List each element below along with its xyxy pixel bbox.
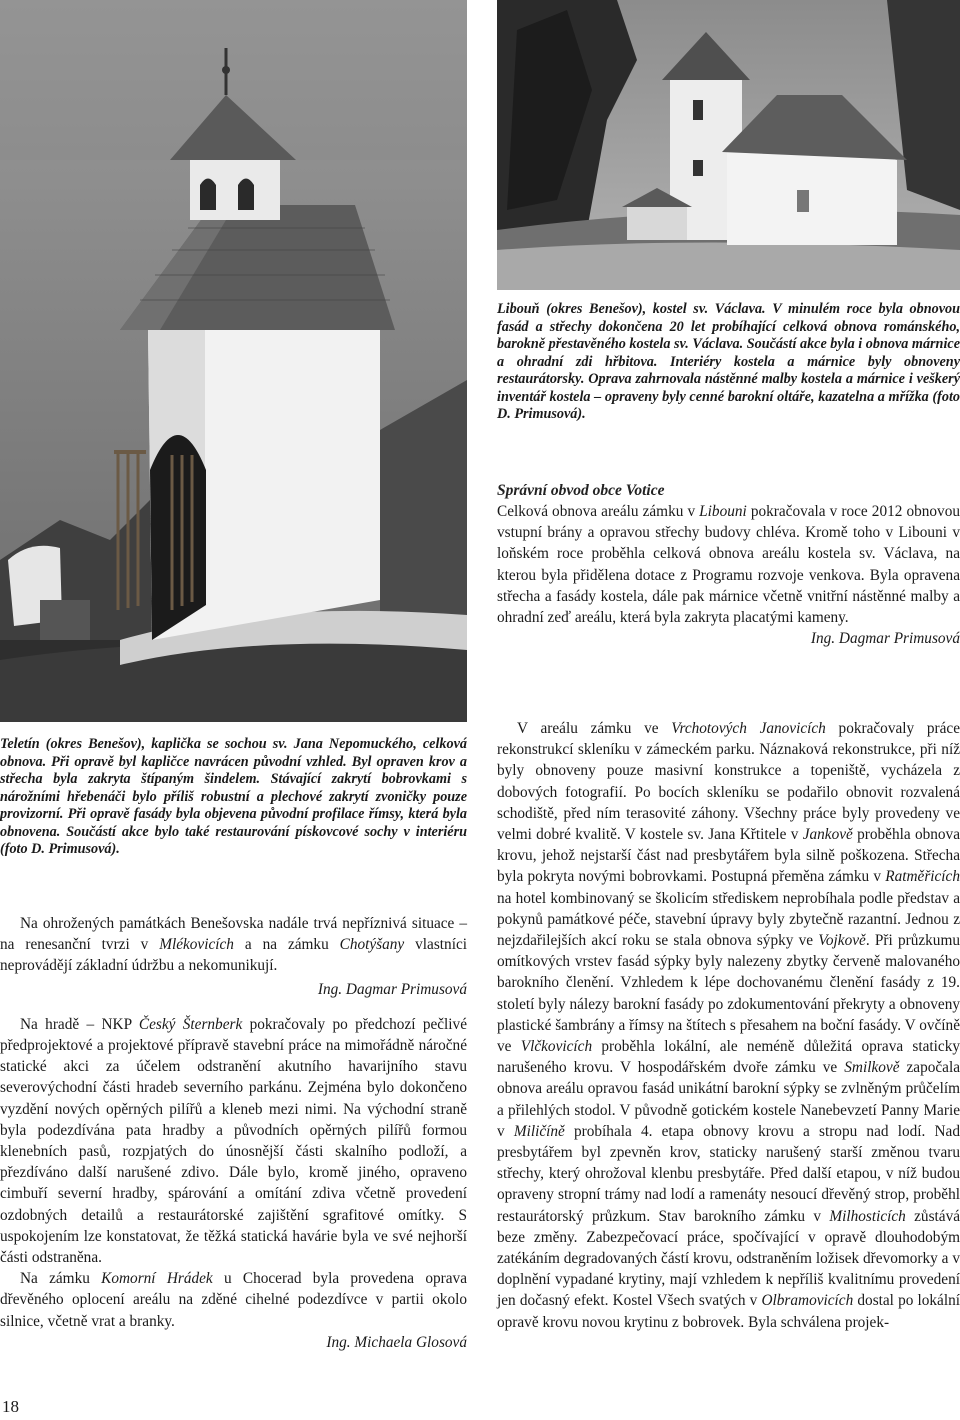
votice-section xyxy=(497,481,960,649)
church-photo-caption: Libouň (okres Benešov), kostel sv. Václava. V minulém roce byla obnovou fasád a střechy dokončena 20 let probíhající celková obnova románského, barokně přestavěného kostela sv. Václava. Součástí akce byla i obnova márnice a ohradní zdi hřbitova. Interiéry kostela a márnice byly obnoveny restaurátorsky. Oprava zahrnovala nástěnné malby kostela a márnice i veškerý inventář kostela – opraveny byly cenné barokní oltáře, kazatelna a mřížka (foto D. Primusová). xyxy=(497,301,960,422)
paragraph xyxy=(497,718,960,1333)
place-name: Smilkově xyxy=(844,1059,900,1077)
text-run: proběhla lokální, ale neméně důležitá oprava staticky narušeného krovu. V hospodářském dvoře zámku ve xyxy=(497,1038,960,1077)
place-name: Vlčkovicích xyxy=(520,1038,593,1056)
author-signature: Ing. Dagmar Primusová xyxy=(317,980,467,998)
place-name: Vrchotových Janovicích xyxy=(671,720,826,737)
text-run: proběhla obnova krovu, jehož nejstarší část nad presbytářem byla silně poškozena. Střecha byla pokryta novými bobrovkami. Postupná přeměna zámku v xyxy=(497,826,960,886)
place-name: Miličíně xyxy=(513,1122,565,1140)
place-name: Chotýšany xyxy=(339,936,405,954)
place-name: Vojkově xyxy=(818,932,866,950)
place-name: Komorní Hrádek xyxy=(101,1270,213,1288)
paragraph xyxy=(0,913,467,977)
chapel-photo-caption: Teletín (okres Benešov), kaplička se sochou sv. Jana Nepomuckého, celková obnova. Při opravě byl kapličce navrácen původní vzhled. Byl opraven krov a střecha byla zakryta štípaným šindelem. Stávající zakrytí bobrovkami s nárožními hřebenáči bylo příliš robustní a plechové zakrytí zvoničky pouze provizorní. Při opravě fasády byla objevena původní profilace římsy, která byla obnovena. Součástí akce bylo také restaurování pískovcové sochy v interiéru (foto D. Primusová). xyxy=(0,736,467,857)
author-signature: Ing. Dagmar Primusová xyxy=(810,630,960,648)
text-run: Celková obnova areálu zámku v xyxy=(497,503,700,520)
left-column xyxy=(0,913,467,1353)
chapel-photo xyxy=(0,0,467,722)
paragraph xyxy=(497,501,960,628)
paragraph xyxy=(0,1014,467,1268)
section-heading: Správní obvod obce Votice xyxy=(497,482,665,499)
place-name: Milhosticích xyxy=(829,1207,906,1225)
paragraph xyxy=(0,1268,467,1332)
text-run: vlastníci neprovádějí základní údržbu a nekomunikují. xyxy=(0,936,467,975)
church-photo xyxy=(497,0,960,290)
place-name: Libouni xyxy=(699,503,747,520)
text-run: V areálu zámku ve xyxy=(517,720,672,737)
author-signature: Ing. Michaela Glosová xyxy=(326,1333,467,1351)
text-run: . Při průzkumu omítkových vrstev fasád sýpky byly nalezeny zbytky červeně malovaného barokního členění. Vzhledem k lépe dochovanému členění fasády z 19. století byly nálezy barokní fasády po zdokumentování překryty a obnoveny plastické šambrány a římsy na štítech s přesahem na boční fasády. V ovčíně ve xyxy=(497,932,960,1056)
place-name: Olbramovicích xyxy=(761,1292,854,1310)
right-column xyxy=(497,718,960,1333)
text-run: dostal po lokální opravě krovu novou krytinu z bobrovek. Byla schválena projek- xyxy=(497,1292,960,1331)
text-run: probíhala 4. etapa obnovy krovu a stropu nad lodí. Nad presbytářem byl zpevněn krov, staticky narušený starší změnou tvaru střechy, který ohrožoval klenbu presbytáře. Před další etapou, v níž budou opraveny stropní trámy nad lodí a ramenáty nesoucí dřevěný strop, proběhl restaurátorský průzkum. Stav barokního zámku v xyxy=(497,1122,960,1225)
text-run: u Chocerad byla provedena oprava dřevěného oplocení areálu na zděné cihelné podezdívce v partii okolo silnice, včetně vrat a branky. xyxy=(0,1270,467,1330)
page-number: 18 xyxy=(2,1397,19,1416)
text-run: pokračovala v roce 2012 obnovou vstupní brány a opravou střechy budovy chléva. Kromě toho v Libouni v loňském roce proběhla celková obnova areálu kostela sv. Václava, na kterou byla přidělena dotace z Programu rozvoje venkova. Byla opravena střecha a fasády kostela, dále pak márnice včetně vnitřní nástěnné malby a ohradní zeď areálu, která byla zakryta placatými kameny. xyxy=(497,503,960,627)
text-run: a na zámku xyxy=(233,936,340,954)
text-run: pokračovaly práce rekonstrukcí skleníku v zámeckém parku. Náznaková rekonstrukce, při níž byly obnoveny pouze masivní konstrukce a topeniště, vycházela z dobových fotografií. Po bocích skleníku se podařilo obnovit rozvalená schodiště, před ním terasovité záhony. Všechny práce byly provedeny ve velmi dobré kvalitě. V kostele sv. Jana Křtitele v xyxy=(497,720,960,844)
text-run: na hotel kombinovaný se školicím střediskem neprobíhala podle představ a pokynů památkové péče, stavební úpravy byly zbytečně razantní. Jednou z nejzdařilejších akcí roku se stala obnova sýpky ve xyxy=(497,889,960,950)
place-name: Český Šternberk xyxy=(138,1015,243,1033)
place-name: Ratměřicích xyxy=(885,868,960,886)
place-name: Jankově xyxy=(802,826,853,844)
place-name: Mlékovicích xyxy=(159,936,234,954)
text-run: pokračovaly po předchozí pečlivé předprojektové a projektové přípravě stavební práce na mimořádně náročné statické akci za účelem odstranění akutního havarijního stavu severovýchodní části hradeb severního parkánu. Zejména bylo dokončeno vyzdění nových opěrných pilířů a kleneb mezi nimi. Na východní straně byla podezdívána pata hradby a původních opěrných pilířů formou klenebních pasů, rozpjatých do únosnější části skalního podloží, a přezdíváno další narušené zdivo. Dále bylo, kromě jiného, opraveno cimbuří severní hradby, spárování a omítání zdiva včetně provedení ozdobných detailů a restaurátorské zajištění sgrafitové omítky. S uspokojením lze konstatovat, že těžká statická havárie byla ve své nejhorší části odstraněna. xyxy=(0,1015,467,1267)
text-run: započala obnova areálu opravou fasád unikátní barokní sýpky se zvlněným průčelím a přilehlých stodol. V původně gotickém kostele Nanebevzetí Panny Marie v xyxy=(497,1059,960,1140)
text-run: zůstává beze změny. Zabezpečovací práce, spočívající v opravě dlouhodobým zatékáním degradovaných částí krovu, odstraněním ložisek dřevomorky a v doplnění vypadané krytiny, mají vzhledem k nepříliš kvalitnímu provedení jen dočasný efekt. Kostel Všech svatých v xyxy=(497,1207,960,1310)
text-run: Na hradě – NKP xyxy=(20,1015,139,1033)
text-run: Na zámku xyxy=(20,1270,102,1288)
text-run: Na ohrožených památkách Benešovska nadále trvá nepříznivá situace – na renesanční tvrzi v xyxy=(0,915,467,954)
